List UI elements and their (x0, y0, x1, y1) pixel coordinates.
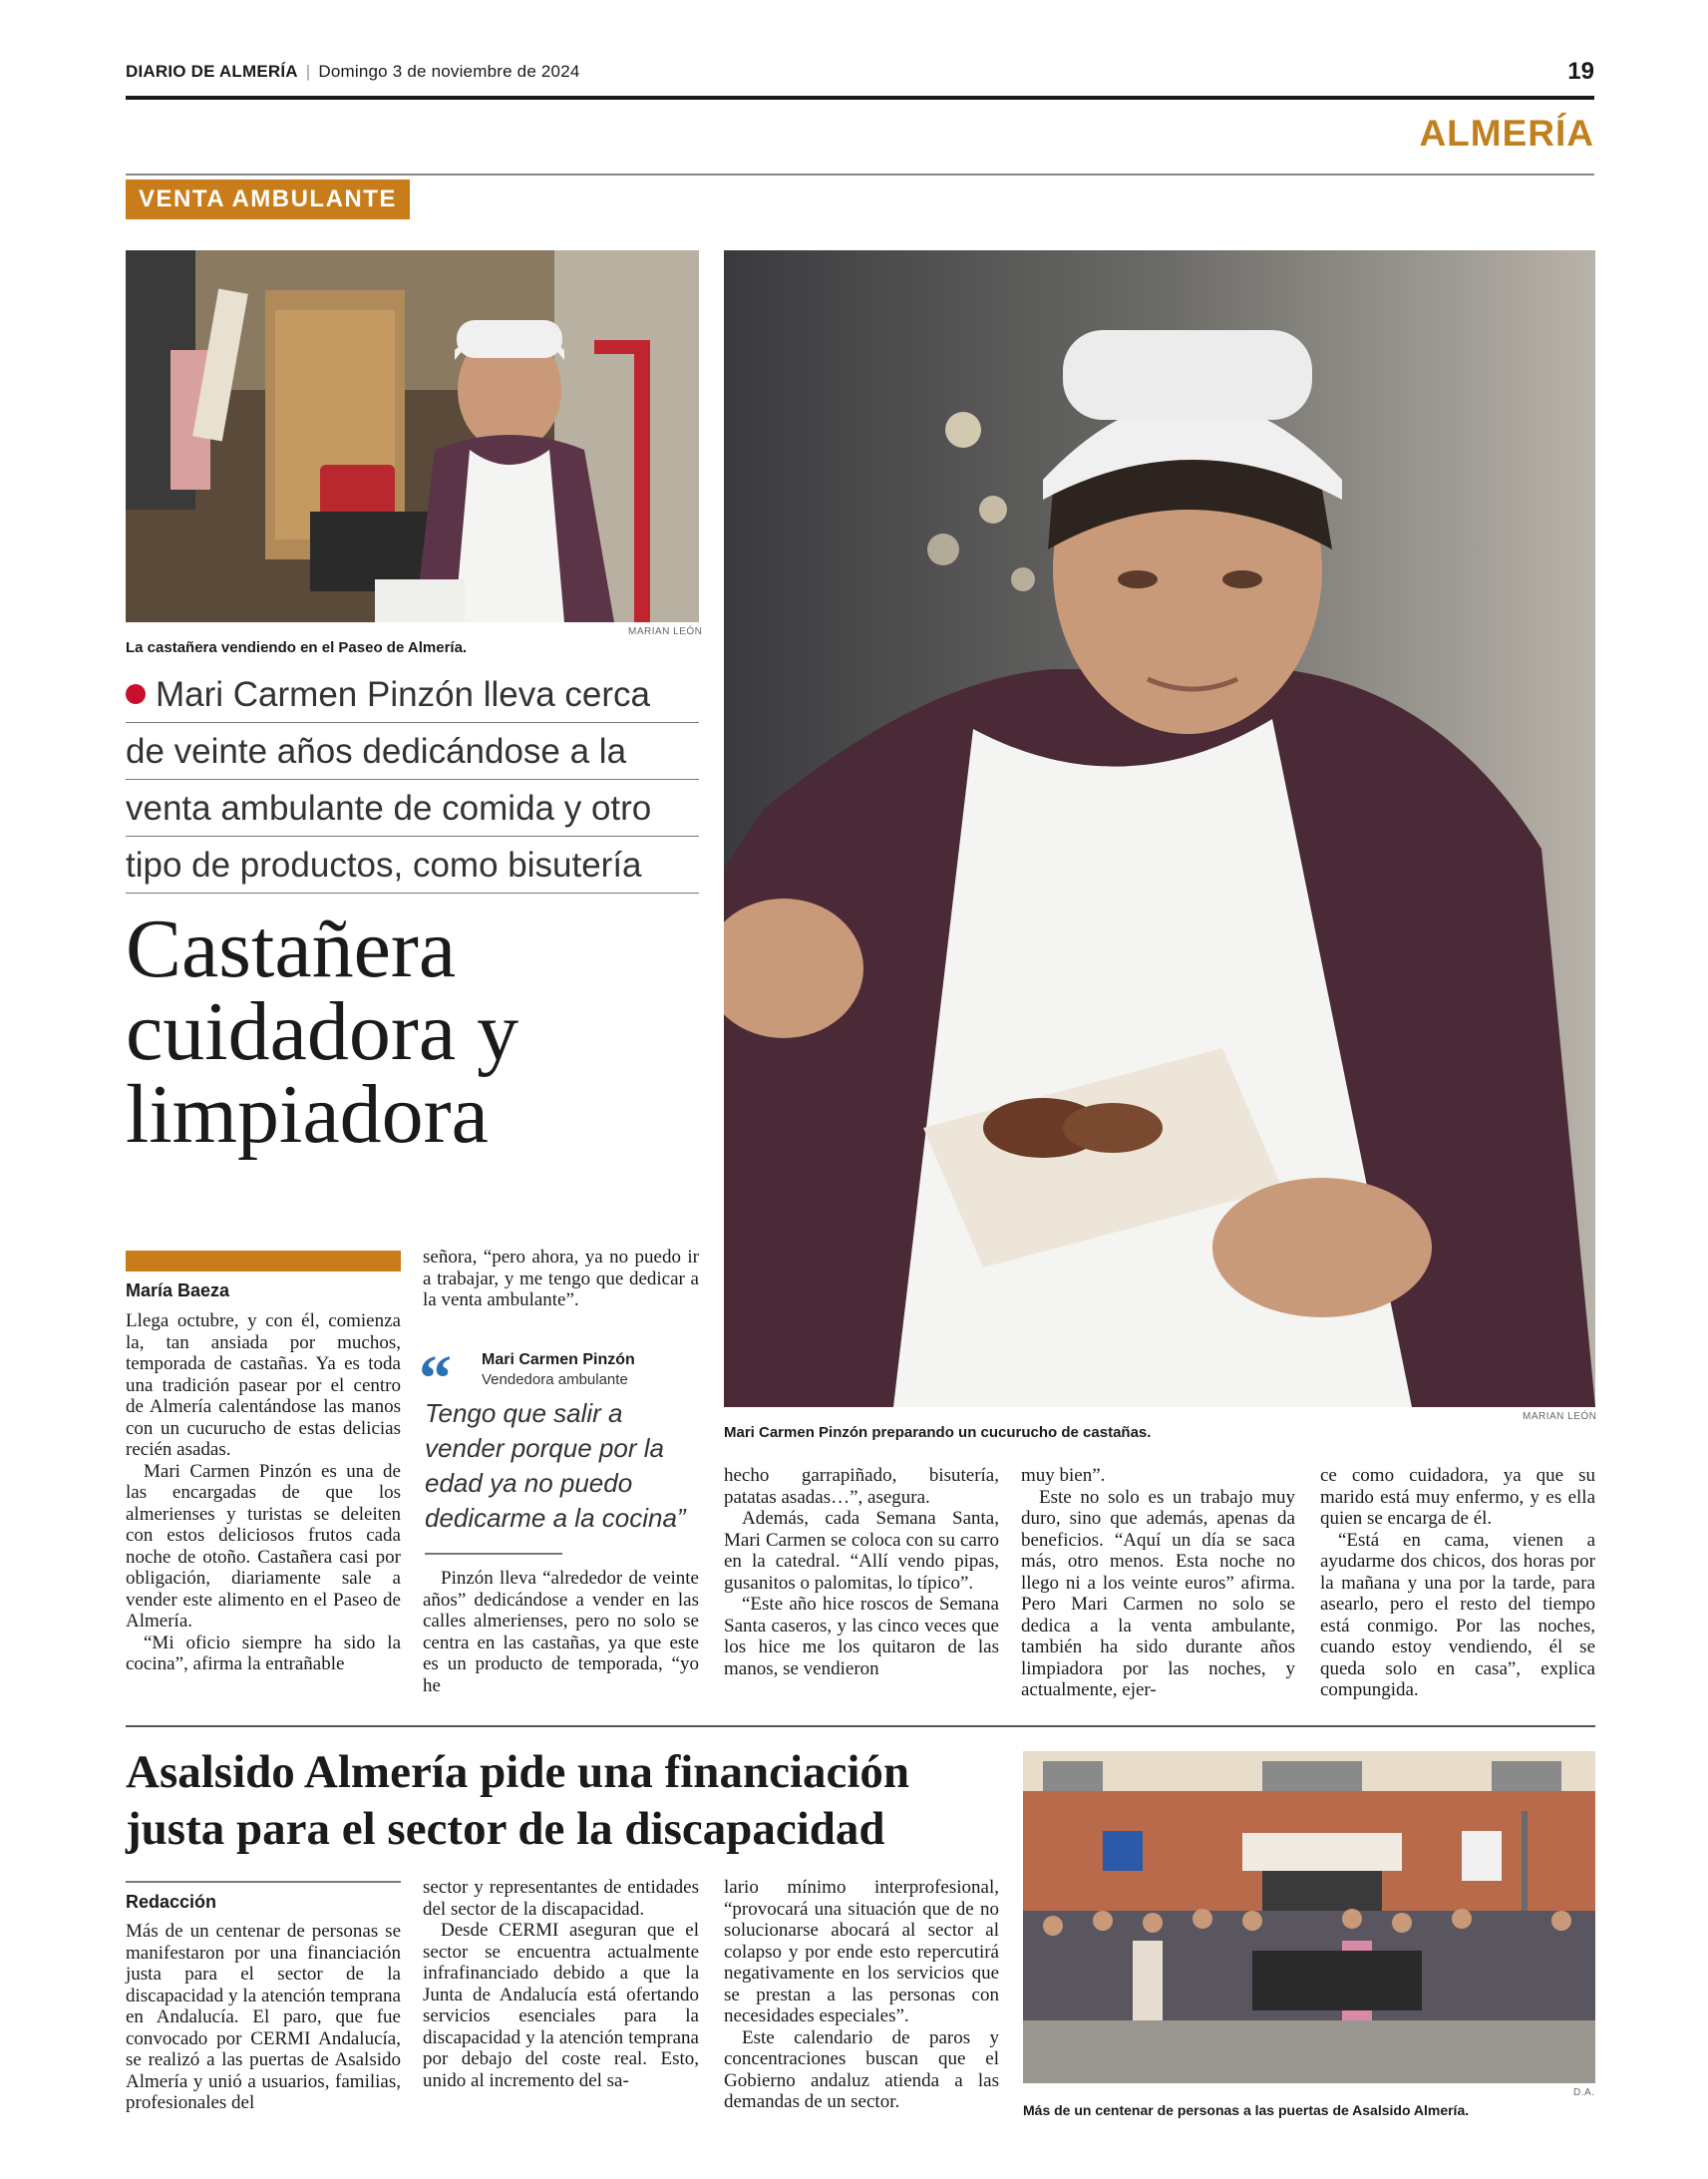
subhead-line: tipo de productos, como bisutería (126, 837, 699, 894)
photo-chestnut-stall (126, 250, 699, 622)
section-title: ALMERÍA (1419, 113, 1594, 154)
masthead-separator: | (305, 62, 311, 81)
photo1-caption: La castañera vendiendo en el Paseo de Almería. (126, 639, 468, 656)
article-divider (126, 1725, 1595, 1727)
subhead-line: Mari Carmen Pinzón lleva cerca (126, 666, 699, 723)
quote-author-role: Vendedora ambulante (482, 1371, 628, 1388)
masthead (126, 62, 580, 82)
headline-2: Asalsido Almería pide una financiación justa para el sector de la discapacidad (126, 1746, 910, 1855)
header-rule (126, 96, 1594, 100)
body-column-1 (126, 1310, 401, 1675)
paragraph: lario mínimo interprofesional, “provocará una situación que de no solucionarse abocará al sector al colapso y por ende esto repercutirá negativamente en los servicios que se prestan a las personas con necesidades especiales”. (724, 1877, 999, 2026)
headline (126, 903, 519, 1161)
paragraph: Este calendario de paros y concentraciones buscan que el Gobierno andaluz atienda a las demandas de un sector. (724, 2026, 999, 2112)
headline-line: limpiadora (126, 1068, 489, 1161)
subhead-line: de veinte años dedicándose a la (126, 723, 699, 780)
body-column-3 (724, 1465, 999, 1679)
subhead-line: venta ambulante de comida y otro (126, 780, 699, 837)
photo-protest (1023, 1751, 1595, 2083)
body-column-2-bottom (423, 1568, 699, 1696)
headline-line: cuidadora y (126, 985, 519, 1078)
byline: María Baeza (126, 1280, 230, 1300)
paragraph: Pinzón lleva “alrededor de veinte años” dedicándose a vender en las calles almerienses, pero no solo se centra en las castañas, ya que este es un producto de temporada, “yo he (423, 1568, 699, 1696)
article2-column-3 (724, 1877, 999, 2113)
quote-rule (425, 1553, 562, 1555)
subheadline (126, 666, 699, 894)
paragraph: “Está en cama, vienen a ayudarme dos chicos, dos horas por la mañana y una por la tarde, para asearlo, pero el resto del tiempo está conmigo. Por las noches, cuando estoy vendiendo, él se queda solo en casa”, explica compungida. (1320, 1529, 1595, 1700)
photo-main-portrait (724, 250, 1595, 1407)
body-column-5 (1320, 1465, 1595, 1701)
article-tag: VENTA AMBULANTE (126, 180, 410, 219)
paragraph: Llega octubre, y con él, comienza la, tan ansiada por muchos, temporada de castañas. Ya es toda una tradición pasear por el centro de Almería calentándose las manos con un cucurucho de estas delicias recién asadas. (126, 1310, 401, 1460)
article2-column-1 (126, 1921, 401, 2114)
byline-2: Redacción (126, 1892, 217, 1912)
paragraph: hecho garrapiñado, bisutería, patatas asadas…”, asegura. (724, 1465, 999, 1508)
paragraph: “Mi oficio siempre ha sido la cocina”, afirma la entrañable (126, 1632, 401, 1674)
paragraph: Más de un centenar de personas se manifestaron por una financiación justa para el sector de la discapacidad y la atención temprana en Andalucía. El paro, que fue convocado por CERMI Andalucía, se realizó a las puertas de Asalsido Almería y unió a usuarios, familias, profesionales del (126, 1921, 401, 2113)
paragraph: Mari Carmen Pinzón es una de las encargadas de que los almerienses y turistas se deleiten con estos deliciosos frutos cada noche de otoño. Castañera casi por obligación, diariamente sale a vender este alimento en el Paseo de Almería. (126, 1460, 401, 1632)
photo2-credit: MARIAN LEÓN (1523, 1411, 1597, 1422)
photo1-credit: MARIAN LEÓN (628, 626, 703, 637)
paragraph: muy bien”. (1021, 1465, 1106, 1486)
quote-author: Mari Carmen Pinzón (482, 1351, 635, 1368)
photo3-caption: Más de un centenar de personas a las puertas de Asalsido Almería. (1023, 2102, 1470, 2118)
quote-mark-icon: “ (419, 1342, 452, 1415)
headline-line: Castañera (126, 903, 457, 995)
paragraph: sector y representantes de entidades del sector de la discapacidad. (423, 1877, 699, 1920)
paragraph: Este no solo es un trabajo muy duro, sino que además, apenas da beneficios. “Aquí un día se saca más, otro menos. Esta noche no llego ni a los veinte euros” afirma. Pero Mari Carmen no solo se dedica a la venta ambulante, también ha sido durante años limpiadora por las noches, y actualmente, ejer- (1021, 1486, 1295, 1700)
pull-quote: Tengo que salir a vender porque por la edad ya no puedo dedicarme a la cocina” (425, 1398, 686, 1533)
paragraph: señora, “pero ahora, ya no puedo ir a trabajar, y me tengo que dedicar a la venta ambulante”. (423, 1247, 699, 1310)
paragraph: “Este año hice roscos de Semana Santa caseros, y las cinco veces que los hice me los quitaron de las manos, se vendieron (724, 1594, 999, 1679)
author-bar (126, 1251, 401, 1271)
red-bullet-icon (126, 684, 146, 704)
photo2-caption: Mari Carmen Pinzón preparando un cucurucho de castañas. (724, 1424, 1152, 1441)
body-column-2-top (423, 1247, 699, 1311)
publication-name: DIARIO DE ALMERÍA (126, 62, 298, 81)
author2-rule (126, 1881, 401, 1883)
body-column-4 (1021, 1465, 1295, 1701)
paragraph: ce como cuidadora, ya que su marido está muy enfermo, y es ella quien se encarga de él. (1320, 1465, 1595, 1529)
article2-column-2 (423, 1877, 699, 2091)
section-rule (126, 174, 1594, 176)
paragraph: Desde CERMI aseguran que el sector se encuentra actualmente infrafinanciado debido a que la Junta de Andalucía está ofertando servicios esenciales para la discapacidad y la atención temprana por debajo del coste real. Esto, unido al incremento del sa- (423, 1920, 699, 2091)
page-number: 19 (1567, 58, 1594, 85)
paragraph: Además, cada Semana Santa, Mari Carmen se coloca con su carro en la catedral. “Allí vendo pipas, gusanitos o palomitas, lo típico”. (724, 1508, 999, 1594)
photo3-credit: D.A. (1573, 2087, 1595, 2098)
issue-date: Domingo 3 de noviembre de 2024 (318, 62, 580, 81)
